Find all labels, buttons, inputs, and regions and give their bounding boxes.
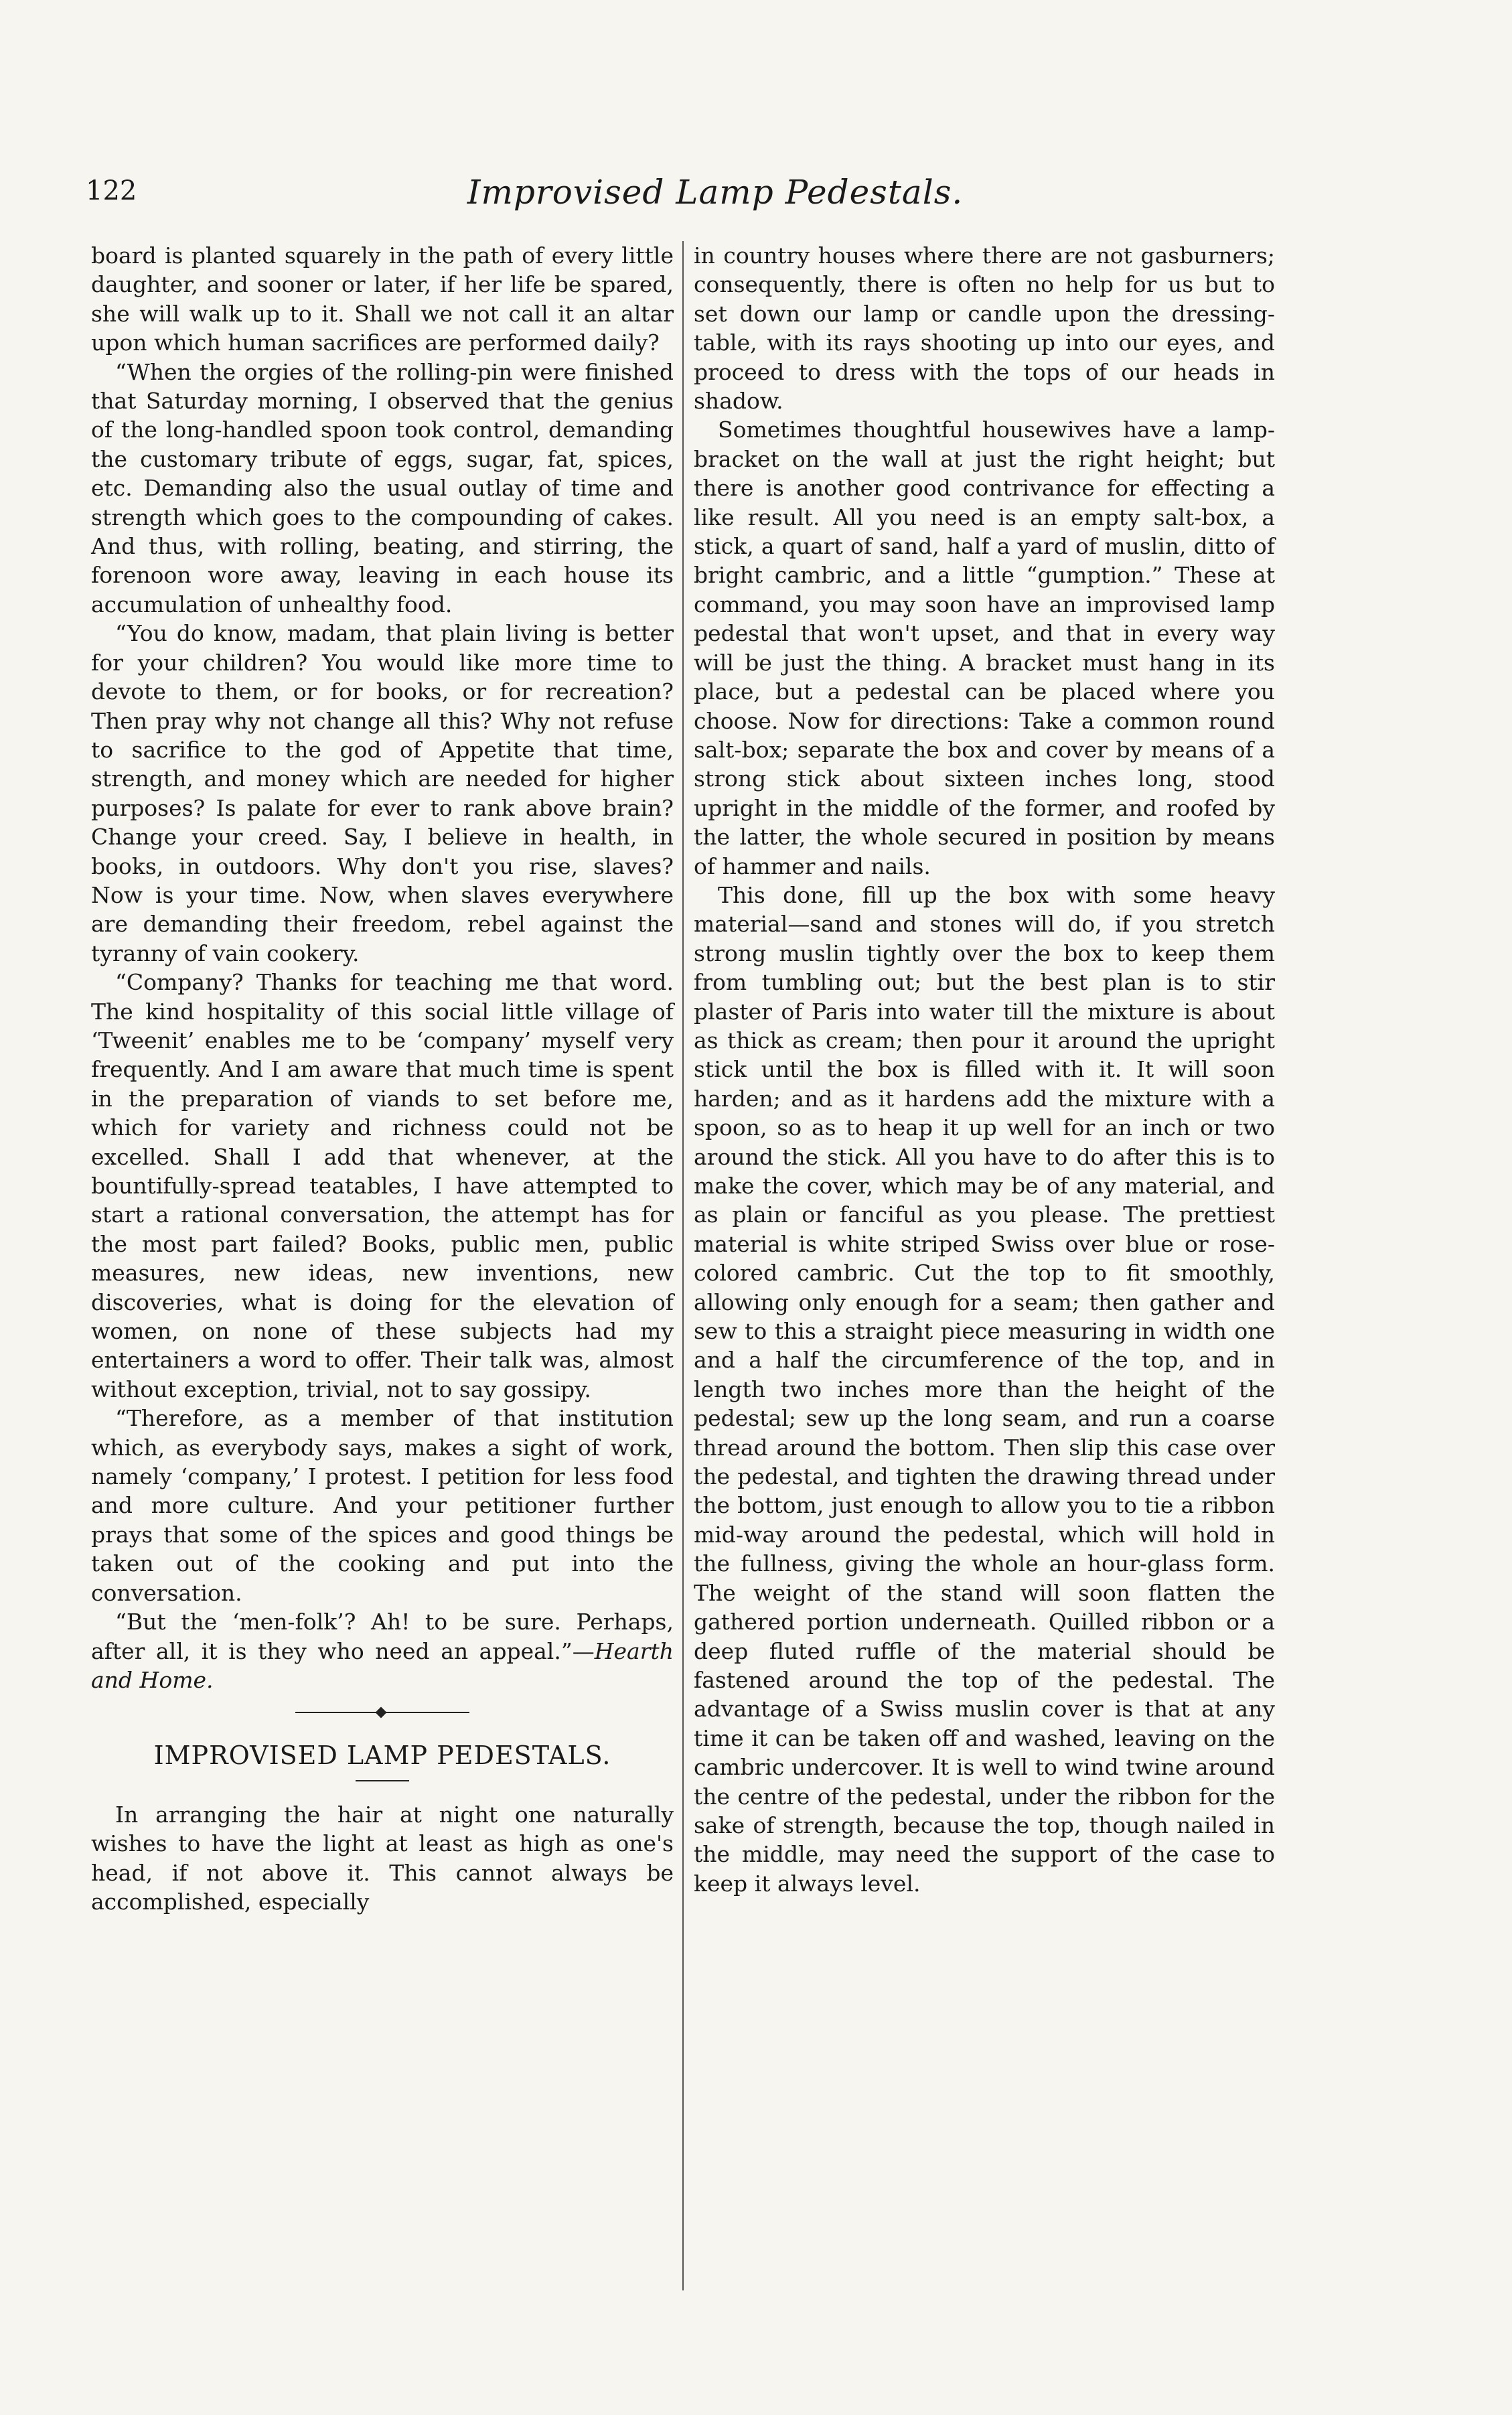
section-intro: In arranging the hair at night one naturally wishes to have the light at least as high as one's head, if not above it. This cannot always be accomplished, especially [91, 1801, 674, 1915]
section-divider [295, 1708, 469, 1717]
paragraph: This done, fill up the box with some heavy material—sand and stones will do, if you stretch strong muslin tightly over the box to keep them from tumbling out; but the best plan is to stir plaster of Paris into water till the mixture is about as thick as cream; then pour it around the upright stick until the box is filled with it. It will soon harden; and as it hardens add the mixture with a spoon, so as to heap it up well for an inch or two around the stick. All you have to do after this is to make the cover, which may be of any material, and as plain or fanciful as you please. The prettiest material is white striped Swiss over blue or rose-colored cambric. Cut the top to fit smoothly, allowing only enough for a seam; then gather and sew to this a straight piece measuring in width one and a half the circumference of the top, and in length two inches more than the height of the pedestal; sew up the long seam, and run a coarse thread around the bottom. Then slip this case over the pedestal, and tighten the drawing thread under the bottom, just enough to allow you to tie a ribbon mid-way around the pedestal, which will hold in the fullness, giving the whole an hour-glass form. The weight of the stand will soon flatten the gathered portion underneath. Quilled ribbon or a deep fluted ruffle of the material should be fastened around the top of the pedestal. The advantage of a Swiss muslin cover is that at any time it can be taken off and washed, leaving on the cambric undercover. It is well to wind twine around the centre of the pedestal, under the ribbon for the sake of strength, because the top, though nailed in the middle, may need the support of the case to keep it always level. [694, 881, 1275, 1897]
page-header [86, 175, 1345, 222]
closing-paragraph [91, 1607, 674, 1694]
paragraph: in country houses where there are not gasburners; consequently, there is often no help for us but to set down our lamp or candle upon the dressing-table, with its rays shooting up into our eyes, and proceed to dress with the tops of our heads in shadow. [694, 242, 1275, 415]
paragraph-text: “But the ‘men-folk’? Ah! to be sure. Perhaps, after all, it is they who need an appeal.”— [91, 1609, 674, 1664]
paragraph: board is planted squarely in the path of every little daughter, and sooner or later, if her life be spared, she will walk up to it. Shall we not call it an altar upon which human sacrifices are performed daily? [91, 242, 674, 356]
left-column [91, 241, 674, 2344]
running-title: Improvised Lamp Pedestals. [467, 173, 964, 212]
paragraph: “Therefore, as a member of that institution which, as everybody says, makes a sight of work, namely ‘company,’ I protest. I petition for less food and more culture. And your petitioner further prays that some of the spices and good things be taken out of the cooking and put into the conversation. [91, 1405, 674, 1606]
heading-rule [356, 1780, 409, 1781]
paragraph: “When the orgies of the rolling-pin were finished that Saturday morning, I observed that the genius of the long-handled spoon took control, demanding the customary tribute of eggs, sugar, fat, spices, etc. Demanding also the usual outlay of time and strength which goes to the compounding of cakes. And thus, with rolling, beating, and stirring, the forenoon wore away, leaving in each house its accumulation of unhealthy food. [91, 358, 674, 617]
column-rule [682, 241, 684, 2290]
paragraph: Sometimes thoughtful housewives have a lamp-bracket on the wall at just the right height; but there is another good contrivance for effecting a like result. All you need is an empty salt-box, a stick, a quart of sand, half a yard of muslin, ditto of bright cambric, and a little “gumption.” These at command, you may soon have an improvised lamp pedestal that won't upset, and that in every way will be just the thing. A bracket must hang in its place, but a pedestal can be placed where you choose. Now for directions: Take a common round salt-box; separate the box and cover by means of a strong stick about sixteen inches long, stood upright in the middle of the former, and roofed by the latter, the whole secured in position by means of hammer and nails. [694, 417, 1275, 879]
section-heading: IMPROVISED LAMP PEDESTALS. [153, 1741, 611, 1771]
paragraph: “You do know, madam, that plain living is better for your children? You would like more time to devote to them, or for books, or for recreation? Then pray why not change all this? Why not refuse to sacrifice to the god of Appetite that time, strength, and money which are needed for higher purposes? Is palate for ever to rank above brain? Change your creed. Say, I believe in health, in books, in outdoors. Why don't you rise, slaves? Now is your time. Now, when slaves everywhere are demanding their freedom, rebel against the tyranny of vain cookery. [91, 620, 674, 966]
right-column [694, 241, 1275, 2344]
source-attribution: Hearth and Home. [91, 1637, 674, 1693]
page-number: 122 [86, 175, 137, 206]
paragraph: “Company? Thanks for teaching me that word. The kind hospitality of this social little village of ‘Tweenit’ enables me to be ‘company’ myself very frequently. And I am aware that much time is spent in the preparation of viands to set before me, which for variety and richness could not be excelled. Shall I add that whenever, at the bountifully-spread teatables, I have attempted to start a rational conversation, the attempt has for the most part failed? Books, public men, public measures, new ideas, new inventions, new discoveries, what is doing for the elevation of women, on none of these subjects had my entertainers a word to offer. Their talk was, almost without exception, trivial, not to say gossipy. [91, 969, 674, 1402]
